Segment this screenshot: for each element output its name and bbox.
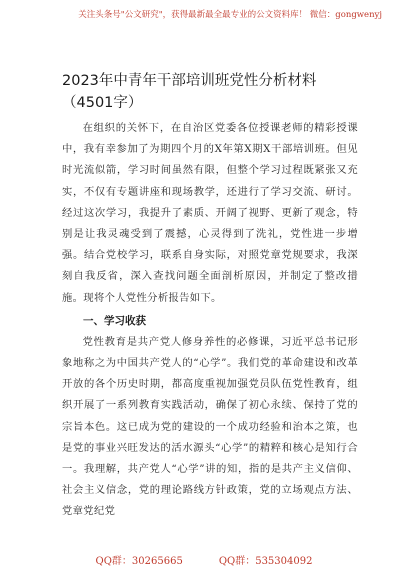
promo-header-text: 关注头条号"公文研究"，获得最新最全最专业的公文资料库！ 微信：gongwenyj — [78, 10, 382, 20]
document-title: 2023年中青年干部培训班党性分析材料（4501字） — [62, 73, 317, 111]
intro-paragraph: 在组织的关怀下，在自治区党委各位授课老师的精彩授课中，我有幸参加了为期四个月的X年第X期X干部培训班。但见时光流似箭，学习时间虽然有限，但整个学习过程既紧张又充实，不仅有专题讲座和现场教学，还进行了学习交流、研讨。经过这次学习，我提升了素质、开阔了视野、更新了观念，特别是让我灵魂受到了震撼，心灵得到了洗礼，党性进一步增强。结合党校学习，联系自身实际，对照党章党规要求，我深刻自我反省，深入查找问题全面剖析原因，并制定了整改措施。现将个人党性分析报告如下。 — [62, 122, 358, 304]
document-body — [62, 118, 358, 523]
section-1-paragraph: 党性教育是共产党人修身养性的必修课，习近平总书记形象地称之为中国共产党人的“心学”。我们党的革命建设和改革开放的各个历史时期，都高度重视加强党员队伍党性教育，组织开展了一系列教育实践活动，确保了初心永续、保持了党的宗旨本色。这已成为党的建设的一个成功经验和治本之策，也是党的事业兴旺发达的活水源头“心学”的精粹和核心是知行合一。我理解，共产党人“心学”讲的知，指的是共产主义信仰、社会主义信念，党的理论路线方针政策，党的立场观点方法、党章党纪党 — [62, 335, 358, 518]
qq-group-1-text: QQ群：30265665 — [95, 556, 183, 567]
section-heading-learning-gains: 一、学习收获 — [83, 314, 146, 327]
qq-group-2-text: QQ群：535304092 — [218, 556, 313, 567]
promo-footer — [0, 555, 408, 569]
